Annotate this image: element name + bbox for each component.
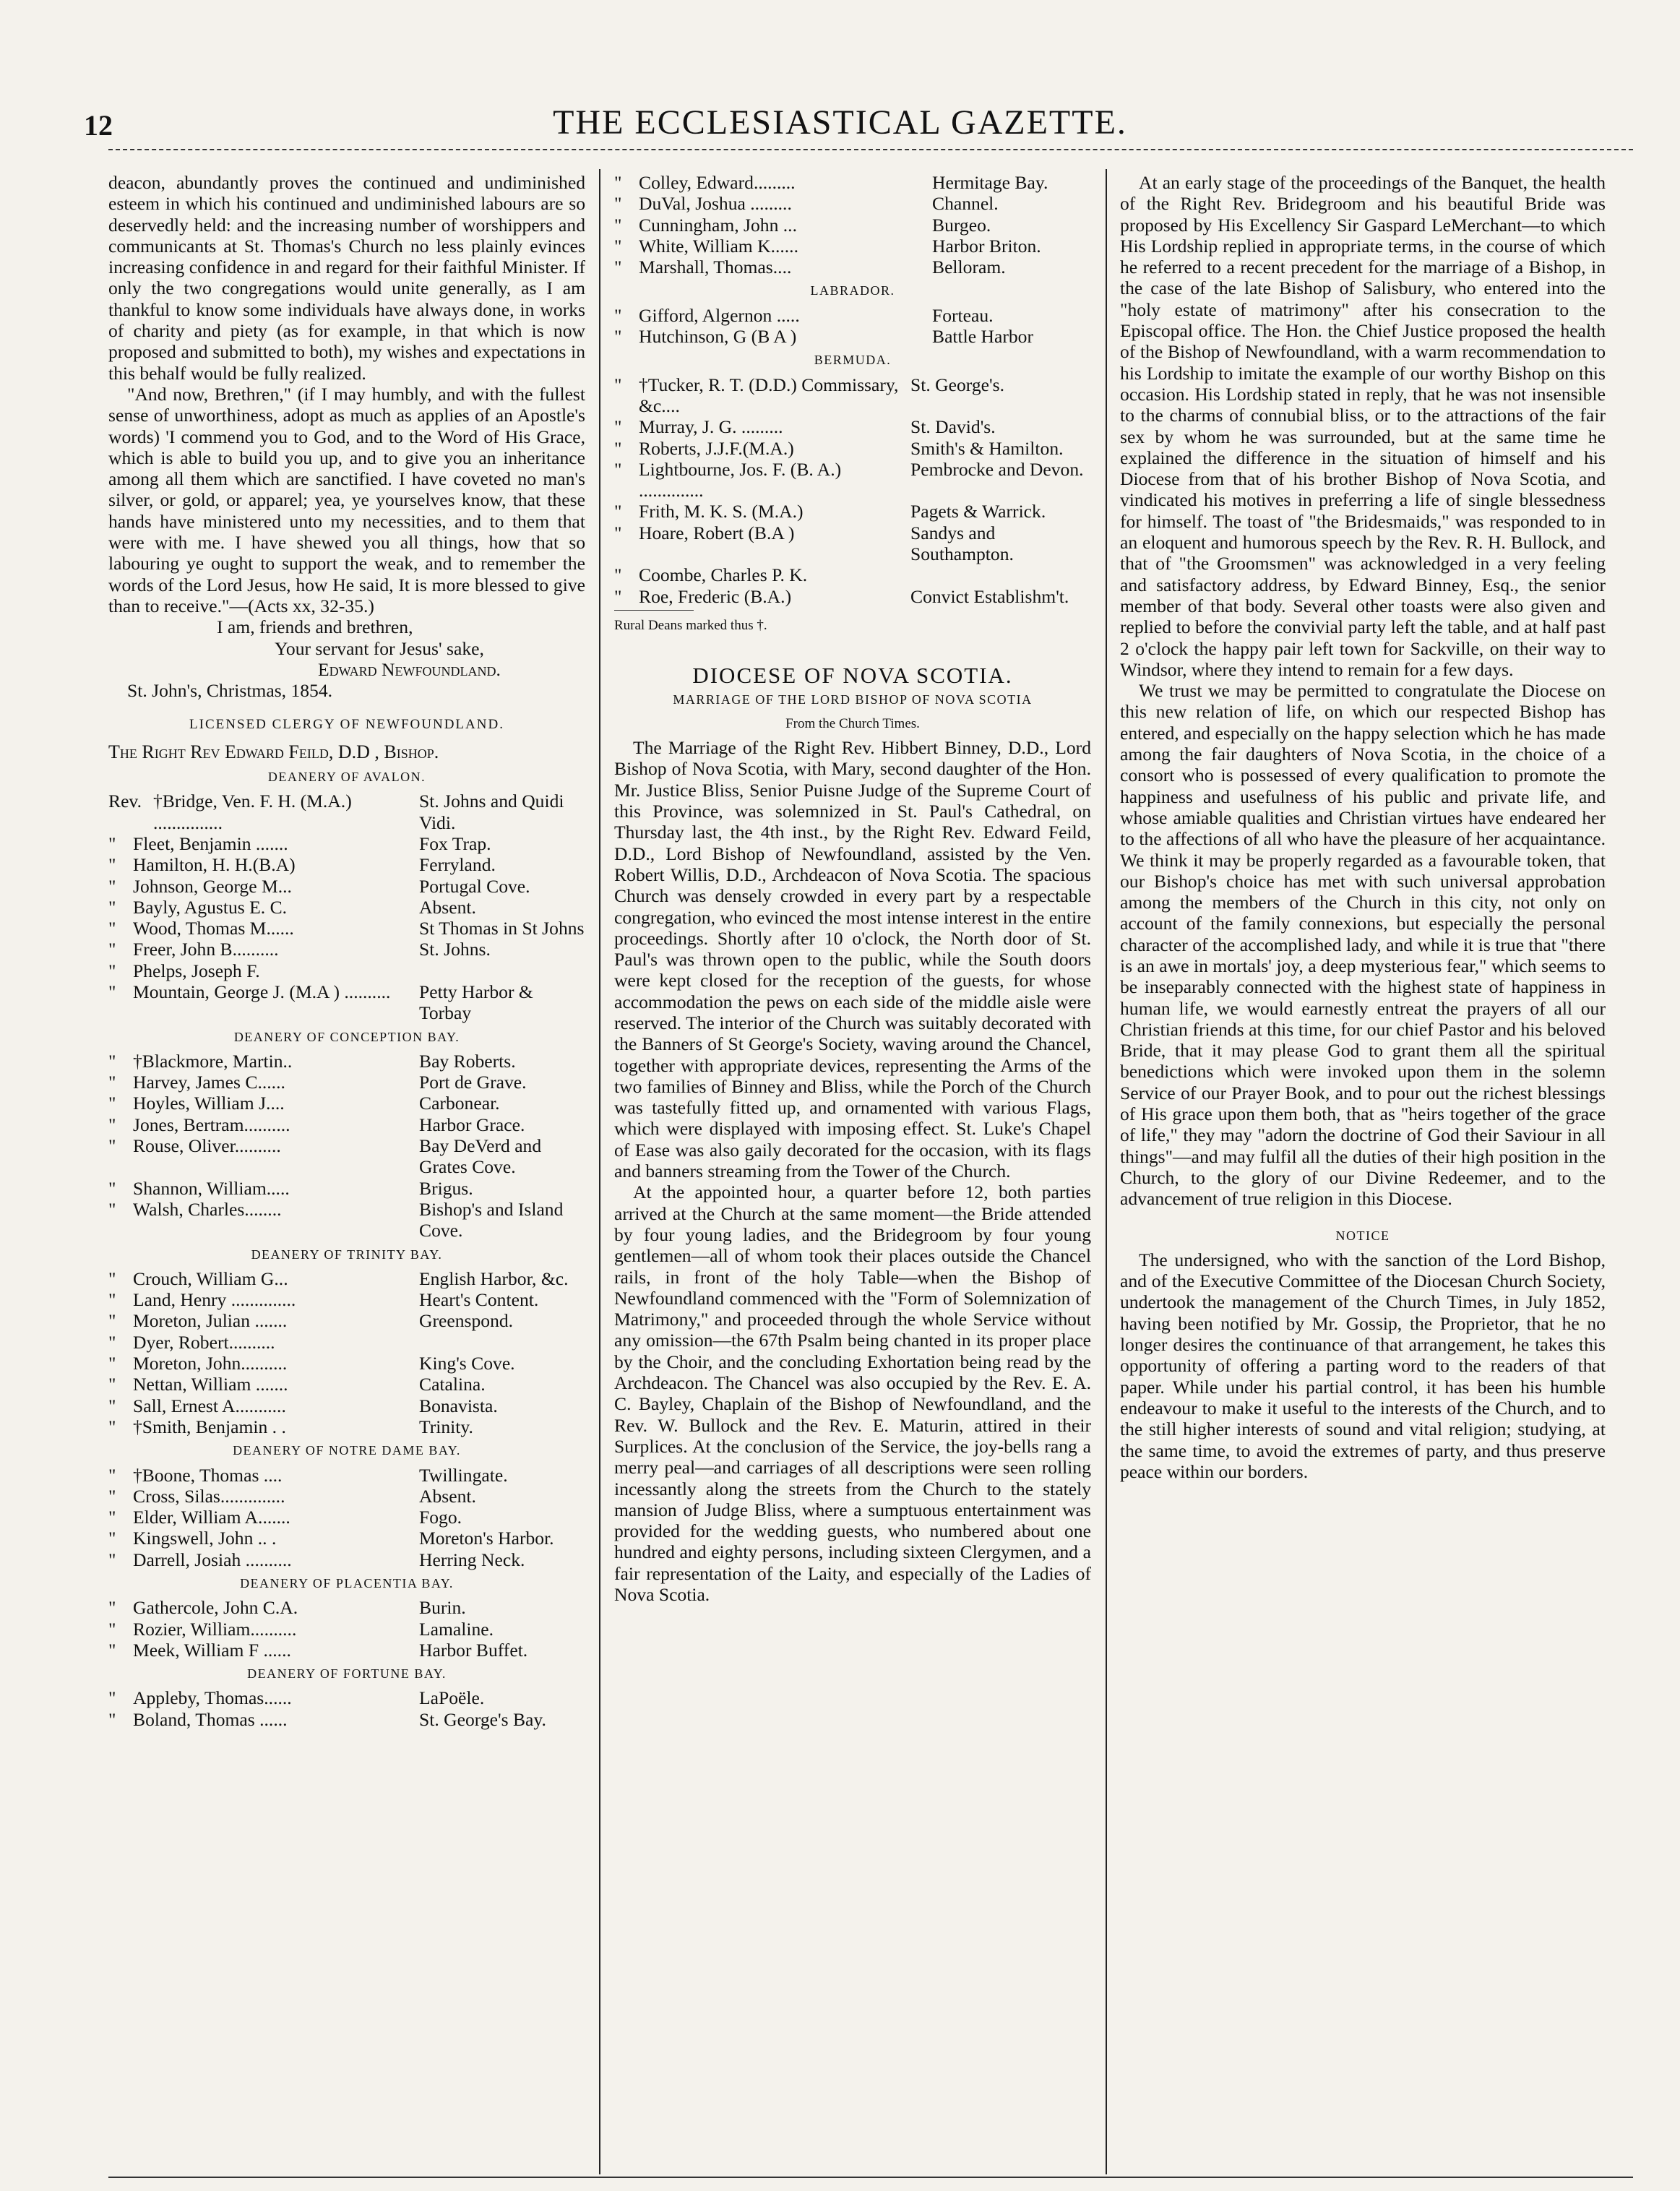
clergy-name: Kingswell, John .. .	[133, 1528, 277, 1549]
ditto-mark: "	[614, 458, 622, 480]
clergy-place: Fox Trap.	[419, 832, 491, 854]
ditto-mark: "	[108, 1639, 116, 1661]
clergy-entry	[108, 1597, 585, 1618]
clergy-name: Cross, Silas..............	[133, 1485, 285, 1507]
clergy-entry	[108, 981, 585, 1024]
ditto-mark: "	[614, 585, 622, 607]
clergy-entry	[108, 1114, 585, 1135]
clergy-entry	[614, 172, 1091, 193]
clergy-place: Heart's Content.	[419, 1289, 539, 1311]
bottom-rule	[108, 2177, 1633, 2178]
clergy-name: Roe, Frederic (B.A.)	[639, 585, 792, 607]
clergy-entry	[108, 876, 585, 897]
ditto-mark: "	[614, 501, 622, 522]
paragraph: deacon, abundantly proves the continued and undiminished esteem in which his continued and undiminished labours are so deservedly held: and the increasing number of worshippers and communicants at St. Thomas's Church no less plainly evinces increasing confidence in and regard for their faithful Minister. If only the two congregations would unite generally, as I am thankful to know some individuals have always done, in works of charity and piety (as for example, in that which is now proposed and submitted to both), my wishes and expectations in this behalf would be fully realized.	[108, 172, 585, 384]
clergy-name: Walsh, Charles........	[133, 1198, 282, 1220]
ditto-mark: "	[108, 1289, 116, 1311]
clergy-list-continued	[614, 172, 1091, 277]
signature-line: I am, friends and brethren,	[217, 616, 413, 638]
clergy-place: Convict Establishm't.	[910, 585, 1069, 607]
clergy-entry	[108, 1072, 585, 1093]
ditto-mark: "	[108, 1528, 116, 1549]
clergy-entry	[108, 918, 585, 939]
ditto-mark: "	[108, 1708, 116, 1730]
clergy-name: Wood, Thomas M......	[133, 918, 294, 939]
clergy-name: Land, Henry ..............	[133, 1289, 296, 1311]
clergy-place: Belloram.	[932, 257, 1006, 278]
clergy-name: Colley, Edward.........	[639, 172, 796, 193]
ditto-mark: "	[108, 1177, 116, 1199]
clergy-place: Herring Neck.	[419, 1549, 525, 1570]
clergy-entry	[108, 1289, 585, 1310]
section-heading-labrador: LABRADOR.	[810, 283, 895, 298]
clergy-entry	[108, 1395, 585, 1416]
clergy-name: Johnson, George M...	[133, 875, 292, 897]
clergy-place: Carbonear.	[419, 1093, 500, 1114]
clergy-place: Moreton's Harbor.	[419, 1528, 554, 1549]
ditto-mark: "	[614, 326, 622, 348]
ditto-mark: "	[108, 918, 116, 939]
clergy-list-bermuda	[614, 374, 1091, 607]
ditto-mark: "	[108, 1687, 116, 1709]
clergy-entry	[108, 1353, 585, 1374]
clergy-entry	[108, 1507, 585, 1528]
clergy-name: Lightbourne, Jos. F. (B. A.) ..............	[639, 458, 842, 502]
deanery-heading: DEANERY OF AVALON.	[267, 770, 426, 785]
clergy-place: Absent.	[419, 1485, 476, 1507]
clergy-name: Rouse, Oliver..........	[133, 1135, 281, 1157]
clergy-entry	[108, 1093, 585, 1114]
ditto-mark: "	[108, 939, 116, 960]
clergy-place: Twillingate.	[419, 1464, 508, 1486]
clergy-entry	[614, 416, 1091, 437]
clergy-name: Shannon, William.....	[133, 1177, 290, 1199]
clergy-name: Roberts, J.J.F.(M.A.)	[639, 437, 794, 459]
ditto-mark: "	[108, 1374, 116, 1395]
clergy-entry	[614, 215, 1091, 236]
ditto-mark: "	[108, 1507, 116, 1528]
clergy-place: Pembrocke and Devon.	[910, 458, 1084, 480]
ditto-mark: "	[614, 214, 622, 236]
clergy-place: Greenspond.	[419, 1310, 514, 1332]
clergy-entry	[108, 1619, 585, 1640]
clergy-place: Burgeo.	[932, 214, 991, 236]
ditto-mark: "	[614, 304, 622, 326]
clergy-place: Pagets & Warrick.	[910, 501, 1046, 522]
paragraph: We trust we may be permitted to congratulate the Diocese on this new relation of life, on which our respected Bishop has entered, and especially on the happy selection which he has made among the fair daughters of Nova Scotia, in the choice of a consort who is possessed of every qualification to promote the happiness and usefulness of his public and private life, and whose amiable qualities and Christian virtues have endeared her to the affections of all who have the pleasure of her acquaintance. We think it may be properly regarded as a favourable token, that our Bishop's choice has met with such universal approbation among the members of the Church in this city, not only on account of the family connexions, but especially the personal character of the accomplished lady, and while it is true that "there is an awe in mortals' joy, a deep mysterious fear," which seems to be inseparably connected with the highest state of happiness in human life, we would earnestly entreat the prayers of all our Christian friends at this time, for our chief Pastor and his beloved Bride, that it may please God to grant them all the spiritual benedictions which were invoked upon them in the solemn Service of our Prayer Book, and to pour out the richest blessings of His grace upon them both, that as "heirs together of the grace of life," they may "adorn the doctrine of God their Saviour in all things"—and may fulfil all the duties of their high position in the Church, to the glory of our Divine Redeemer, and to the advancement of true religion in this Diocese.	[1120, 680, 1606, 1210]
clergy-entry	[108, 1465, 585, 1486]
clergy-name: Frith, M. K. S. (M.A.)	[639, 501, 804, 522]
page-number: 12	[84, 109, 113, 142]
ditto-mark: "	[108, 1114, 116, 1135]
ditto-mark: "	[108, 1485, 116, 1507]
section-heading-bermuda: BERMUDA.	[814, 353, 892, 368]
top-rule	[108, 149, 1633, 150]
clergy-entry	[614, 257, 1091, 277]
clergy-entry	[108, 1332, 585, 1353]
clergy-entry	[108, 1135, 585, 1178]
clergy-place: Brigus.	[419, 1177, 473, 1199]
clergy-entry	[614, 438, 1091, 459]
clergy-place: Burin.	[419, 1597, 466, 1619]
clergy-entry	[108, 1687, 585, 1708]
ditto-mark: "	[614, 235, 622, 257]
deanery-heading: DEANERY OF FORTUNE BAY.	[247, 1666, 447, 1682]
ditto-mark: Rev.	[108, 791, 142, 812]
clergy-name: Marshall, Thomas....	[639, 257, 792, 278]
clergy-name: Boland, Thomas ......	[133, 1708, 288, 1730]
ditto-mark: "	[614, 374, 622, 395]
signature-name: Edward Newfoundland.	[318, 658, 501, 680]
clergy-entry	[614, 326, 1091, 347]
clergy-place: Hermitage Bay.	[932, 172, 1048, 193]
ditto-mark: "	[108, 1464, 116, 1486]
deanery-heading: DEANERY OF CONCEPTION BAY.	[233, 1029, 460, 1044]
clergy-name: Darrell, Josiah ..........	[133, 1549, 292, 1570]
clergy-entry	[108, 1268, 585, 1289]
deanery-heading: DEANERY OF NOTRE DAME BAY.	[233, 1443, 461, 1458]
clergy-entry	[614, 564, 1091, 585]
clergy-name: Gifford, Algernon .....	[639, 304, 800, 326]
ditto-mark: "	[108, 875, 116, 897]
clergy-entry	[108, 791, 585, 833]
clergy-place: Sandys and Southampton.	[910, 522, 1014, 565]
clergy-name: Murray, J. G. .........	[639, 416, 783, 438]
clergy-place: Petty Harbor & Torbay	[419, 981, 533, 1024]
clergy-entry	[108, 1640, 585, 1661]
clergy-entry	[108, 1486, 585, 1507]
clergy-place: Bishop's and Island Cove.	[419, 1198, 564, 1241]
clergy-list-labrador	[614, 305, 1091, 348]
ditto-mark: "	[108, 1093, 116, 1114]
column-left	[108, 172, 585, 2174]
clergy-name: Crouch, William G...	[133, 1267, 288, 1289]
clergy-place: Harbor Grace.	[419, 1114, 525, 1135]
clergy-entry	[614, 459, 1091, 502]
column-rule-right	[1106, 169, 1107, 2174]
clergy-place: English Harbor, &c.	[419, 1267, 569, 1289]
clergy-name: Fleet, Benjamin .......	[133, 832, 288, 854]
clergy-entry	[614, 586, 1091, 607]
clergy-entry	[108, 1416, 585, 1437]
clergy-name: Hoare, Robert (B.A )	[639, 522, 795, 543]
clergy-name: Moreton, Julian .......	[133, 1310, 288, 1332]
clergy-place: King's Cove.	[419, 1353, 515, 1374]
ditto-mark: "	[614, 416, 622, 438]
clergy-name: †Blackmore, Martin..	[133, 1050, 293, 1072]
clergy-place: Channel.	[932, 193, 999, 215]
marriage-subheading: MARRIAGE OF THE LORD BISHOP OF NOVA SCOTIA	[673, 692, 1033, 707]
ditto-mark: "	[108, 1618, 116, 1640]
clergy-entry	[108, 939, 585, 960]
ditto-mark: "	[108, 1597, 116, 1619]
clergy-place: St Thomas in St Johns	[419, 918, 585, 939]
clergy-entry	[108, 960, 585, 981]
clergy-name: DuVal, Joshua .........	[639, 193, 792, 215]
clergy-entry	[108, 854, 585, 875]
clergy-place: Ferryland.	[419, 854, 496, 876]
clergy-name: †Bridge, Ven. F. H. (M.A.) ...............	[153, 791, 352, 833]
ditto-mark: "	[108, 1135, 116, 1157]
clergy-place: Battle Harbor	[932, 326, 1034, 348]
clergy-name: Moreton, John..........	[133, 1353, 288, 1374]
clergy-entry	[108, 1310, 585, 1331]
rural-deans-note: Rural Deans marked thus †.	[614, 617, 767, 633]
clergy-name: Coombe, Charles P. K.	[639, 564, 808, 586]
clergy-place: Harbor Briton.	[932, 235, 1041, 257]
bishop-line: The Right Rev Edward Feild, D.D , Bishop.	[108, 741, 439, 762]
clergy-entry	[614, 522, 1091, 565]
clergy-name: Gathercole, John C.A.	[133, 1597, 298, 1619]
ditto-mark: "	[614, 437, 622, 459]
clergy-place: Bonavista.	[419, 1395, 498, 1416]
ditto-mark: "	[108, 1267, 116, 1289]
clergy-name: White, William K......	[639, 235, 798, 257]
clergy-entry	[108, 1528, 585, 1549]
clergy-place: Port de Grave.	[419, 1072, 527, 1093]
clergy-entry	[108, 1051, 585, 1072]
clergy-entry	[614, 193, 1091, 214]
clergy-entry	[614, 501, 1091, 522]
clergy-place: Smith's & Hamilton.	[910, 437, 1064, 459]
clergy-entry	[108, 1549, 585, 1570]
ditto-mark: "	[614, 172, 622, 193]
clergy-place: Bay Roberts.	[419, 1050, 516, 1072]
notice-heading: NOTICE	[1335, 1228, 1390, 1243]
clergy-name: Hutchinson, G (B A )	[639, 326, 797, 348]
signature-line: Your servant for Jesus' sake,	[275, 637, 484, 659]
clergy-place: Bay DeVerd and Grates Cove.	[419, 1135, 542, 1178]
ditto-mark: "	[108, 1331, 116, 1353]
clergy-name: Freer, John B..........	[133, 939, 279, 960]
deanery-list	[108, 767, 585, 1730]
clergy-place: St. David's.	[910, 416, 996, 438]
clergy-name: Meek, William F ......	[133, 1639, 291, 1661]
clergy-name: Mountain, George J. (M.A ) ..........	[133, 981, 391, 1002]
clergy-entry	[108, 1199, 585, 1241]
clergy-entry	[614, 236, 1091, 257]
ditto-mark: "	[108, 1353, 116, 1374]
clergy-entry	[614, 305, 1091, 326]
masthead-title: THE ECCLESIASTICAL GAZETTE.	[553, 103, 1127, 142]
clergy-name: Dyer, Robert..........	[133, 1331, 275, 1353]
clergy-place: LaPoële.	[419, 1687, 485, 1709]
clergy-place: Catalina.	[419, 1374, 486, 1395]
clergy-name: Jones, Bertram..........	[133, 1114, 290, 1135]
clergy-place: Fogo.	[419, 1507, 462, 1528]
clergy-name: Rozier, William..........	[133, 1618, 297, 1640]
ditto-mark: "	[108, 854, 116, 876]
ditto-mark: "	[614, 522, 622, 543]
clergy-name: Hamilton, H. H.(B.A)	[133, 854, 296, 876]
ditto-mark: "	[108, 1549, 116, 1570]
clergy-name: Harvey, James C......	[133, 1072, 285, 1093]
paragraph: At the appointed hour, a quarter before 12, both parties arrived at the Church at the same moment—the Bride attended by four young ladies, and the Bridegroom by four young gentlemen—all of whom took their places outside the Chancel rails, in front of the holy Table—when the Bishop of Newfoundland commenced with the "Form of Solemnization of Matrimony," and proceeded through the whole Service without any omission—the 67th Psalm being chanted in its proper place by the Choir, and the concluding Exhortation being read by the Archdeacon. The Chancel was also occupied by the Rev. E. A. C. Bayley, Chaplain of the Bishop of Newfoundland, and the Rev. W. Bullock and the Rev. E. Maturin, attired in their Surplices. At the conclusion of the Service, the joy-bells rang a merry peal—and carriages of all descriptions were seen rolling incessantly along the streets from the Church to the stately mansion of Judge Bliss, where a sumptuous entertainment was provided for the wedding guests, who numbered about one hundred and eighty persons, including sixteen Clergymen, and a fair representation of the Laity, and especially of the Ladies of Nova Scotia.	[614, 1181, 1091, 1605]
clergy-place: St. Johns.	[419, 939, 491, 960]
ditto-mark: "	[108, 1050, 116, 1072]
clergy-entry	[108, 833, 585, 854]
clergy-entry	[108, 1178, 585, 1199]
clergy-name: †Boone, Thomas ....	[133, 1464, 283, 1486]
clergy-name: Cunningham, John ...	[639, 214, 797, 236]
ditto-mark: "	[108, 960, 116, 981]
ditto-mark: "	[108, 896, 116, 918]
divider	[614, 610, 694, 611]
clergy-name: †Tucker, R. T. (D.D.) Commissary, &c....	[639, 374, 899, 416]
clergy-name: Nettan, William .......	[133, 1374, 288, 1395]
diocese-heading: DIOCESE OF NOVA SCOTIA.	[692, 663, 1013, 689]
ditto-mark: "	[108, 832, 116, 854]
clergy-place: St. George's.	[910, 374, 1004, 395]
ditto-mark: "	[108, 1310, 116, 1332]
clergy-name: Phelps, Joseph F.	[133, 960, 260, 981]
clergy-place: St. Johns and Quidi Vidi.	[419, 791, 564, 833]
dateline: St. John's, Christmas, 1854.	[127, 680, 333, 702]
ditto-mark: "	[614, 257, 622, 278]
clergy-place: Harbor Buffet.	[419, 1639, 528, 1661]
clergy-heading: LICENSED CLERGY OF NEWFOUNDLAND.	[189, 717, 504, 733]
deanery-heading: DEANERY OF PLACENTIA BAY.	[240, 1576, 454, 1590]
column-rule-left	[599, 169, 600, 2174]
ditto-mark: "	[614, 564, 622, 586]
clergy-name: Hoyles, William J....	[133, 1093, 285, 1114]
ditto-mark: "	[108, 1072, 116, 1093]
paragraph: The Marriage of the Right Rev. Hibbert Binney, D.D., Lord Bishop of Nova Scotia, with Mary, second daughter of the Hon. Mr. Justice Bliss, Senior Puisne Judge of the Supreme Court of this Province, was solemnized in St. Paul's Cathedral, on Thursday last, the 4th inst., by the Right Rev. Edward Feild, D.D., Lord Bishop of Newfoundland, assisted by the Ven. Robert Willis, D.D., Archdeacon of Nova Scotia. The spacious Church was densely crowded in every part by a respectable congregation, who evinced the most intense interest in the entire proceedings. Shortly after 10 o'clock, the North door of St. Paul's was thrown open to the public, while the South doors were kept closed for the reception of the guests, for whose accommodation the pews on each side of the middle aisle were reserved. The interior of the Church was suitably decorated with the Banners of St George's Society, waving around the Chancel, together with appropriate devices, representing the Arms of the two families of Binney and Bliss, while the Porch of the Church was tastefully fitted up, and ornamented with various Flags, which were displayed with imposing effect. St. Luke's Chapel of Ease was also gaily decorated for the occasion, with its flags and banners streaming from the Tower of the Church.	[614, 737, 1091, 1182]
ditto-mark: "	[614, 193, 622, 215]
column-middle	[614, 172, 1091, 2174]
clergy-place: Portugal Cove.	[419, 875, 530, 897]
ditto-mark: "	[108, 1416, 116, 1437]
ditto-mark: "	[108, 1198, 116, 1220]
clergy-name: Elder, William A.......	[133, 1507, 290, 1528]
clergy-entry	[108, 1374, 585, 1395]
clergy-name: Appleby, Thomas......	[133, 1687, 292, 1709]
clergy-name: Sall, Ernest A...........	[133, 1395, 286, 1416]
clergy-place: Absent.	[419, 896, 476, 918]
deanery-heading: DEANERY OF TRINITY BAY.	[251, 1247, 443, 1262]
clergy-name: †Smith, Benjamin . .	[133, 1416, 286, 1437]
notice-paragraph: The undersigned, who with the sanction of the Lord Bishop, and of the Executive Committee of the Diocesan Church Society, undertook the management of the Church Times, in July 1852, having been notified by Mr. Gossip, the Proprietor, that he no longer desires the continuance of that arrangement, he takes this opportunity of offering a parting word to the readers of that paper. While under his partial control, it has been his humble endeavour to make it useful to the interests of the Church, and to the still higher interests of sound and vital religion; studying, at the same time, to avoid the extremes of party, and thus preserve peace within our borders.	[1120, 1249, 1606, 1482]
source-line: From the Church Times.	[785, 715, 920, 731]
clergy-place: Trinity.	[419, 1416, 473, 1437]
clergy-place: Forteau.	[932, 304, 994, 326]
ditto-mark: "	[108, 1395, 116, 1416]
paragraph: At an early stage of the proceedings of the Banquet, the health of the Right Rev. Bridegroom and his beautiful Bride was proposed by His Excellency Sir Gaspard LeMerchant—to which His Lordship replied in appropriate terms, in the course of which he referred to a recent precedent for the marriage of a Bishop, in the case of the late Bishop of Salisbury, who entered into the "holy estate of matrimony" after his consecration to the Episcopal office. The Hon. the Chief Justice proposed the health of the Bishop of Newfoundland, with a warm recommendation to his Lordship to imitate the example of our worthy Bishop on this occasion. His Lordship stated in reply, that he was not insensible to the charms of connubial bliss, or to the attractions of the fair sex by whom he was surrounded, but at the same time he explained the difference in the situation of himself and his Diocese from that of his brother Bishop of Nova Scotia, and vindicated his motives in preferring a life of single blessedness for himself. The toast of "the Bridesmaids," was responded to in an eloquent and humorous speech by the Rev. R. H. Bullock, and that of "the Groomsmen" was acknowledged in a very feeling and satisfactory address, by Edward Binney, Esq., the senior member of that body. Several other toasts were also given and replied to before the convivial party left the table, and at half past 2 o'clock the happy pair left town for Sackville, on their way to Windsor, where they intend to remain for a few days.	[1120, 172, 1606, 680]
clergy-name: Bayly, Agustus E. C.	[133, 896, 288, 918]
clergy-place: St. George's Bay.	[419, 1708, 546, 1730]
clergy-entry	[108, 897, 585, 918]
clergy-entry	[614, 374, 1091, 417]
paragraph: "And now, Brethren," (if I may humbly, and with the fullest sense of unworthiness, adopt as much as applies of an Apostle's words) 'I commend you to God, and to the Word of His Grace, which is able to build you up, and to give you an inheritance among all them which are sanctified. I have coveted no man's silver, or gold, or apparel; yea, ye yourselves know, that these hands have ministered unto my necessities, and to them that were with me. I have shewed you all things, how that so labouring ye ought to support the weak, and to remember the words of the Lord Jesus, how He said, It is more blessed to give than to receive."—(Acts xx, 32-35.)	[108, 383, 585, 616]
clergy-entry	[108, 1709, 585, 1730]
clergy-place: Lamaline.	[419, 1618, 494, 1640]
column-right	[1120, 172, 1606, 2174]
ditto-mark: "	[108, 981, 116, 1002]
